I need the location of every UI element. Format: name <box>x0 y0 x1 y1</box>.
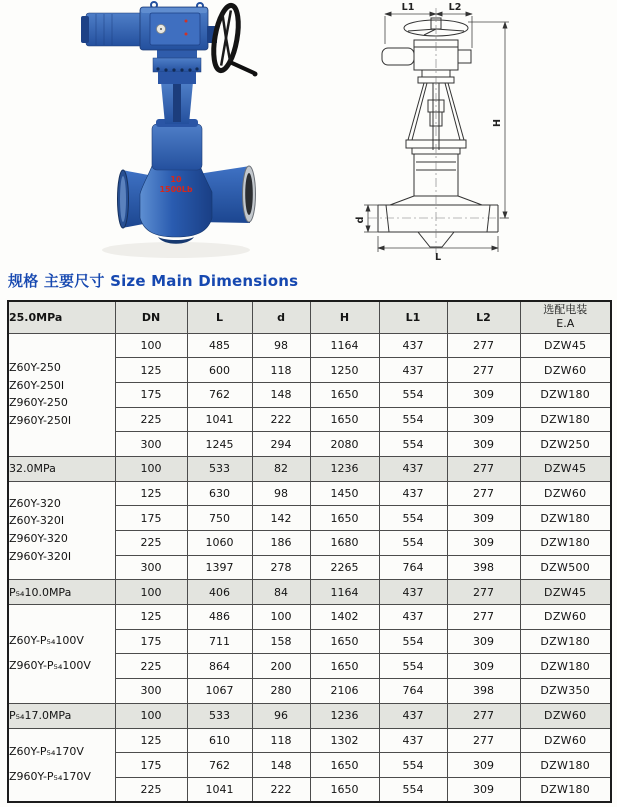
cell-dn: 225 <box>115 654 187 679</box>
cell-dn: 175 <box>115 629 187 654</box>
cell-ea: DZW180 <box>520 753 611 778</box>
cell-l2: 309 <box>447 753 520 778</box>
header-l1: L1 <box>379 301 447 333</box>
pressure-label: P₅₄17.0MPa <box>8 703 115 728</box>
cell-dn: 125 <box>115 605 187 630</box>
pressure-row <box>8 580 611 605</box>
cell-l: 600 <box>187 358 252 383</box>
cell-d: 148 <box>252 753 310 778</box>
cell-ea: DZW60 <box>520 358 611 383</box>
cell-l2: 277 <box>447 605 520 630</box>
cell-l: 711 <box>187 629 252 654</box>
model-names <box>8 605 115 704</box>
valve-marking-size: 10 <box>170 175 182 184</box>
top-area <box>0 0 617 268</box>
cell-h: 1650 <box>310 506 379 531</box>
cell-h: 1650 <box>310 629 379 654</box>
header-h: H <box>310 301 379 333</box>
dim-label-d: d <box>355 216 366 224</box>
cell-l1: 554 <box>379 753 447 778</box>
valve-photo-image <box>58 0 283 266</box>
header-dn: DN <box>115 301 187 333</box>
cell-d: 98 <box>252 481 310 506</box>
cell-ea: DZW180 <box>520 506 611 531</box>
cell-l2: 277 <box>447 456 520 481</box>
cell-dn: 300 <box>115 679 187 704</box>
data-row <box>8 728 611 753</box>
header-l: L <box>187 301 252 333</box>
model-name: Z60Y-250I <box>9 378 65 392</box>
cell-l2: 277 <box>447 481 520 506</box>
cell-l1: 437 <box>379 358 447 383</box>
pressure-row <box>8 703 611 728</box>
cell-ea: DZW180 <box>520 382 611 407</box>
pressure-row <box>8 456 611 481</box>
cell-d: 280 <box>252 679 310 704</box>
header-ea-zh: 选配电装 <box>543 302 588 316</box>
cell-l1: 764 <box>379 555 447 580</box>
cell-h: 2106 <box>310 679 379 704</box>
data-row <box>8 605 611 630</box>
cell-l: 762 <box>187 753 252 778</box>
cell-l1: 554 <box>379 506 447 531</box>
cell-h: 2080 <box>310 432 379 457</box>
cell-ea: DZW500 <box>520 555 611 580</box>
cell-l1: 554 <box>379 432 447 457</box>
cell-h: 1650 <box>310 654 379 679</box>
cell-l: 1397 <box>187 555 252 580</box>
header-pressure: 25.0MPa <box>8 301 115 333</box>
cell-d: 82 <box>252 456 310 481</box>
section-heading <box>8 270 298 291</box>
header-d: d <box>252 301 310 333</box>
cell-l1: 554 <box>379 382 447 407</box>
cell-ea: DZW45 <box>520 456 611 481</box>
cell-h: 1164 <box>310 580 379 605</box>
cell-ea: DZW180 <box>520 407 611 432</box>
cell-h: 1236 <box>310 703 379 728</box>
data-row <box>8 481 611 506</box>
model-name: Z60Y-320 <box>9 496 61 510</box>
handwheel <box>209 4 242 73</box>
cell-d: 142 <box>252 506 310 531</box>
cell-l: 1060 <box>187 531 252 556</box>
cell-l: 762 <box>187 382 252 407</box>
model-name: Z60Y-320I <box>9 514 65 528</box>
cell-l1: 764 <box>379 679 447 704</box>
cell-d: 98 <box>252 333 310 358</box>
cell-h: 1680 <box>310 531 379 556</box>
cell-dn: 300 <box>115 432 187 457</box>
cell-l2: 398 <box>447 555 520 580</box>
cell-ea: DZW180 <box>520 654 611 679</box>
model-names <box>8 333 115 456</box>
cell-dn: 100 <box>115 333 187 358</box>
model-name: Z960Y-320 <box>9 532 68 545</box>
valve-photo <box>58 0 283 266</box>
dim-label-l1: L1 <box>401 2 415 13</box>
cell-l1: 437 <box>379 728 447 753</box>
cell-l: 630 <box>187 481 252 506</box>
pressure-label: 32.0MPa <box>8 456 115 481</box>
cell-l2: 398 <box>447 679 520 704</box>
cell-d: 278 <box>252 555 310 580</box>
data-row <box>8 333 611 358</box>
cell-d: 222 <box>252 777 310 802</box>
cell-h: 1650 <box>310 407 379 432</box>
cell-l2: 277 <box>447 728 520 753</box>
cell-dn: 125 <box>115 358 187 383</box>
cell-ea: DZW60 <box>520 481 611 506</box>
cell-dn: 225 <box>115 531 187 556</box>
dimensions-table <box>7 300 612 803</box>
model-name: Z960Y-250 <box>9 396 68 410</box>
cell-ea: DZW45 <box>520 580 611 605</box>
cell-dn: 225 <box>115 777 187 802</box>
cell-l: 486 <box>187 605 252 630</box>
cell-h: 1450 <box>310 481 379 506</box>
cell-ea: DZW60 <box>520 703 611 728</box>
cell-dn: 225 <box>115 407 187 432</box>
model-names <box>8 728 115 802</box>
cell-d: 222 <box>252 407 310 432</box>
dim-label-h: H <box>492 119 503 127</box>
cell-dn: 125 <box>115 728 187 753</box>
cell-l1: 437 <box>379 580 447 605</box>
cell-d: 294 <box>252 432 310 457</box>
cell-h: 1650 <box>310 753 379 778</box>
cell-l2: 277 <box>447 333 520 358</box>
cell-ea: DZW350 <box>520 679 611 704</box>
cell-h: 2265 <box>310 555 379 580</box>
cell-d: 118 <box>252 728 310 753</box>
cell-l: 533 <box>187 456 252 481</box>
model-names <box>8 481 115 580</box>
cell-dn: 175 <box>115 506 187 531</box>
cell-l: 864 <box>187 654 252 679</box>
cell-h: 1302 <box>310 728 379 753</box>
cell-dn: 125 <box>115 481 187 506</box>
cell-d: 118 <box>252 358 310 383</box>
model-name: Z960Y-P₅₄170V <box>9 769 91 783</box>
cell-l: 1041 <box>187 777 252 802</box>
model-name: Z960Y-P₅₄100V <box>9 658 91 672</box>
cell-l: 485 <box>187 333 252 358</box>
cell-dn: 175 <box>115 753 187 778</box>
header-ea-en: E.A <box>556 317 575 331</box>
cell-l2: 277 <box>447 703 520 728</box>
cell-l1: 437 <box>379 605 447 630</box>
cell-h: 1164 <box>310 333 379 358</box>
cell-l1: 554 <box>379 654 447 679</box>
cell-ea: DZW60 <box>520 728 611 753</box>
cell-l: 1041 <box>187 407 252 432</box>
cell-l1: 437 <box>379 456 447 481</box>
cell-h: 1650 <box>310 382 379 407</box>
cell-dn: 100 <box>115 703 187 728</box>
cell-l2: 309 <box>447 432 520 457</box>
model-name: Z60Y-P₅₄100V <box>9 634 84 648</box>
cell-l1: 437 <box>379 703 447 728</box>
cell-dn: 300 <box>115 555 187 580</box>
cell-l: 533 <box>187 703 252 728</box>
section-heading-zh: 规格 主要尺寸 <box>8 272 105 290</box>
cell-ea: DZW180 <box>520 531 611 556</box>
cell-dn: 100 <box>115 456 187 481</box>
cell-l1: 554 <box>379 777 447 802</box>
cell-d: 84 <box>252 580 310 605</box>
cell-d: 186 <box>252 531 310 556</box>
cell-d: 158 <box>252 629 310 654</box>
cell-l2: 309 <box>447 506 520 531</box>
cell-l: 610 <box>187 728 252 753</box>
model-name: Z960Y-320I <box>9 549 72 563</box>
cell-h: 1402 <box>310 605 379 630</box>
header-l2: L2 <box>447 301 520 333</box>
cell-l1: 554 <box>379 531 447 556</box>
valve-drawing-image <box>328 0 616 268</box>
cell-l2: 309 <box>447 531 520 556</box>
cell-d: 96 <box>252 703 310 728</box>
cell-l2: 277 <box>447 580 520 605</box>
cell-l1: 554 <box>379 407 447 432</box>
model-name: Z960Y-250I <box>9 413 72 427</box>
model-name: Z60Y-250 <box>9 360 61 374</box>
cell-ea: DZW180 <box>520 777 611 802</box>
cell-l: 750 <box>187 506 252 531</box>
pressure-label: P₅₄10.0MPa <box>8 580 115 605</box>
model-name: Z60Y-P₅₄170V <box>9 745 84 759</box>
cell-l1: 437 <box>379 481 447 506</box>
header-ea <box>520 301 611 333</box>
cell-h: 1250 <box>310 358 379 383</box>
valve-drawing <box>328 0 616 268</box>
dim-label-l2: L2 <box>448 2 462 13</box>
cell-d: 100 <box>252 605 310 630</box>
cell-l2: 277 <box>447 358 520 383</box>
dim-label-l: L <box>434 252 442 263</box>
cell-dn: 100 <box>115 580 187 605</box>
cell-ea: DZW45 <box>520 333 611 358</box>
cell-ea: DZW60 <box>520 605 611 630</box>
cell-l2: 309 <box>447 629 520 654</box>
cell-l2: 309 <box>447 407 520 432</box>
cell-ea: DZW250 <box>520 432 611 457</box>
section-heading-en: Size Main Dimensions <box>110 272 299 290</box>
valve-marking-class: 1500Lb <box>159 185 193 194</box>
cell-h: 1236 <box>310 456 379 481</box>
cell-ea: DZW180 <box>520 629 611 654</box>
cell-l: 406 <box>187 580 252 605</box>
header-row <box>8 301 611 333</box>
cell-l1: 437 <box>379 333 447 358</box>
cell-l2: 309 <box>447 654 520 679</box>
cell-l: 1245 <box>187 432 252 457</box>
cell-h: 1650 <box>310 777 379 802</box>
cell-d: 200 <box>252 654 310 679</box>
cell-l: 1067 <box>187 679 252 704</box>
cell-l2: 309 <box>447 777 520 802</box>
cell-dn: 175 <box>115 382 187 407</box>
cell-l1: 554 <box>379 629 447 654</box>
cell-d: 148 <box>252 382 310 407</box>
cell-l2: 309 <box>447 382 520 407</box>
